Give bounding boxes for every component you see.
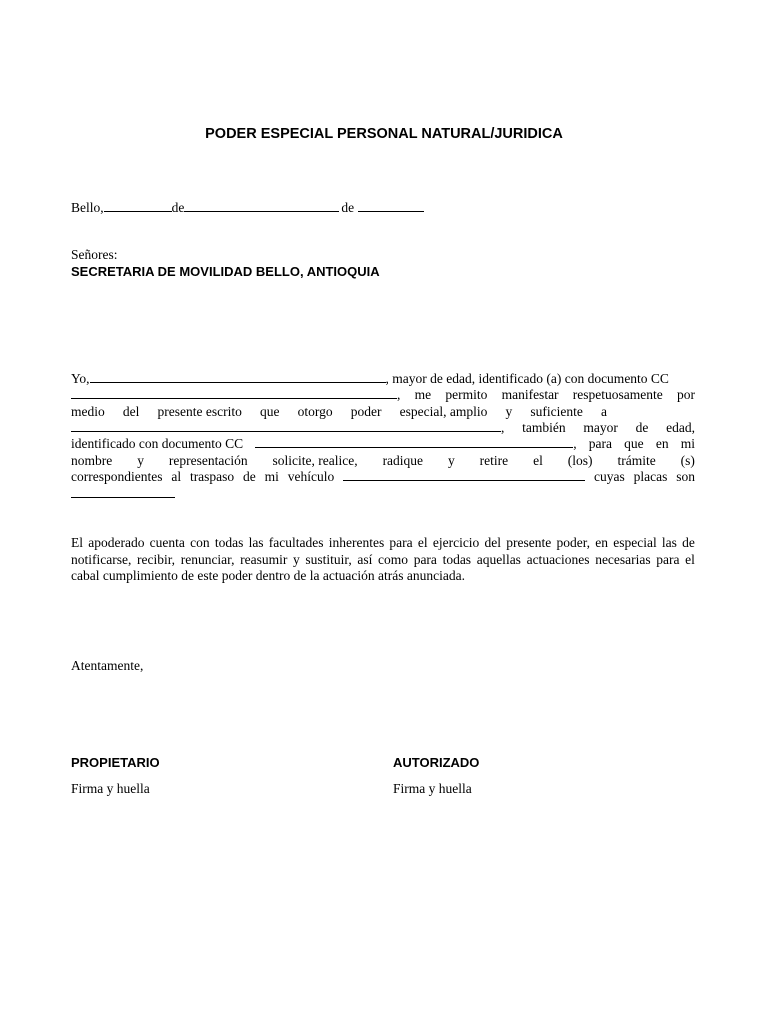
faculties-text: cuenta <box>149 535 185 550</box>
body-text: representación <box>168 453 248 468</box>
faculties-text: como <box>378 552 409 567</box>
owner-signature-title: PROPIETARIO <box>71 755 160 770</box>
body-line-1 <box>71 370 669 387</box>
salutation: Señores: <box>71 247 118 262</box>
body-text: otorgo <box>297 404 333 419</box>
body-text: que <box>624 436 644 451</box>
grantor-cc-blank[interactable] <box>71 386 397 399</box>
body-text: y <box>447 453 455 468</box>
body-text: placas <box>633 469 668 484</box>
year-blank[interactable] <box>358 199 424 212</box>
body-text: radique <box>382 453 424 468</box>
body-text: , <box>573 436 577 451</box>
body-text: solicite, realice, <box>272 453 358 468</box>
faculties-text: presente <box>506 535 552 550</box>
faculties-text: con <box>190 535 210 550</box>
body-text: identificado con documento CC <box>71 436 244 451</box>
body-text: medio <box>71 404 105 419</box>
body-text: (s) <box>680 453 695 468</box>
faculties-text: para <box>389 535 413 550</box>
date-line <box>71 199 424 216</box>
faculties-text: reasumir <box>240 552 288 567</box>
date-de-2: de <box>341 200 355 215</box>
faculties-text: sustituir, <box>305 552 352 567</box>
faculties-text: de <box>682 535 695 550</box>
body-text: especial, amplio <box>399 404 488 419</box>
attorney-name-blank[interactable] <box>71 419 501 432</box>
faculties-text: renunciar, <box>180 552 235 567</box>
day-blank[interactable] <box>104 199 172 212</box>
body-text: al <box>171 469 182 484</box>
authorized-signature-label: Firma y huella <box>393 781 472 796</box>
faculties-text: el <box>685 552 695 567</box>
body-text: para <box>588 436 613 451</box>
body-text: permito <box>445 387 488 402</box>
faculties-text: especial <box>613 535 657 550</box>
faculties-text: necesarias <box>595 552 651 567</box>
vehicle-blank[interactable] <box>343 468 585 481</box>
body-text: del <box>122 404 140 419</box>
body-line-4 <box>71 419 695 436</box>
owner-signature-label: Firma y huella <box>71 781 150 796</box>
faculties-text: para <box>656 552 680 567</box>
body-text: cuyas <box>594 469 625 484</box>
faculties-text: el <box>417 535 428 550</box>
body-text: también <box>522 420 566 435</box>
body-line-2 <box>71 386 695 403</box>
body-text: , <box>501 420 505 435</box>
body-text: en <box>655 436 669 451</box>
body-text: presente escrito <box>157 404 242 419</box>
body-text: mi <box>264 469 279 484</box>
body-text: y <box>137 453 144 468</box>
faculties-text: El <box>71 535 83 550</box>
body-text: retire <box>479 453 509 468</box>
faculties-text: así <box>357 552 373 567</box>
body-line-7 <box>71 468 695 485</box>
authorized-signature-title: AUTORIZADO <box>393 755 480 770</box>
faculties-text: ejercicio <box>432 535 480 550</box>
body-text: de <box>635 420 649 435</box>
body-text: por <box>677 387 695 402</box>
body-text: manifestar <box>501 387 559 402</box>
faculties-text: aquellas <box>476 552 521 567</box>
date-de-1: de <box>171 200 185 215</box>
body-text: respetuosamente <box>572 387 663 402</box>
date-city: Bello, <box>71 200 104 215</box>
body-text: que <box>259 404 280 419</box>
faculties-line-1 <box>71 534 695 551</box>
body-line-6 <box>71 452 695 469</box>
body-text: de <box>243 469 256 484</box>
faculties-text: actuaciones <box>526 552 590 567</box>
body-text: , <box>397 387 401 402</box>
body-text: trámite <box>617 453 656 468</box>
body-line-5 <box>71 435 695 452</box>
body-text: son <box>676 469 695 484</box>
faculties-text: y <box>293 552 300 567</box>
body-text: traspaso <box>189 469 235 484</box>
body-text: edad, <box>666 420 695 435</box>
body-text: correspondientes <box>71 469 163 484</box>
faculties-text: las <box>661 535 677 550</box>
body-text: suficiente <box>530 404 583 419</box>
body-text: (los) <box>567 453 593 468</box>
faculties-text: todas <box>442 552 472 567</box>
body-text: nombre <box>71 453 113 468</box>
attorney-cc-blank[interactable] <box>255 435 573 448</box>
faculties-text: apoderado <box>88 535 145 550</box>
body-text: vehículo <box>287 469 335 484</box>
plates-blank[interactable] <box>71 485 175 498</box>
body-text: Yo, <box>71 371 90 386</box>
body-text: a <box>600 404 607 419</box>
body-text: y <box>505 404 513 419</box>
body-text: el <box>533 453 543 468</box>
body-text: , mayor de edad, identificado (a) con documento CC <box>385 371 669 386</box>
faculties-text: notificarse, <box>71 552 132 567</box>
closing: Atentamente, <box>71 658 144 673</box>
grantor-name-blank[interactable] <box>90 370 386 383</box>
body-text: poder <box>350 404 382 419</box>
body-line-3 <box>71 403 607 420</box>
faculties-text: facultades <box>268 535 324 550</box>
document-title: PODER ESPECIAL PERSONAL NATURAL/JURIDICA <box>205 126 563 142</box>
faculties-text: todas <box>214 535 244 550</box>
faculties-text: del <box>484 535 502 550</box>
faculties-text: poder, <box>556 535 591 550</box>
faculties-text: inherentes <box>328 535 385 550</box>
faculties-text: en <box>595 535 608 550</box>
faculties-text: recibir, <box>137 552 176 567</box>
body-text: me <box>414 387 432 402</box>
addressee-entity: SECRETARIA DE MOVILIDAD BELLO, ANTIOQUIA <box>71 264 380 279</box>
month-blank[interactable] <box>184 199 339 212</box>
faculties-text: para <box>413 552 437 567</box>
body-line-8 <box>71 485 175 502</box>
faculties-text: las <box>248 535 264 550</box>
faculties-line-2 <box>71 551 695 568</box>
faculties-line-3: cabal cumplimiento de este poder dentro de la actuación atrás anunciada. <box>71 568 465 583</box>
body-text: mi <box>680 436 695 451</box>
body-text: mayor <box>583 420 618 435</box>
